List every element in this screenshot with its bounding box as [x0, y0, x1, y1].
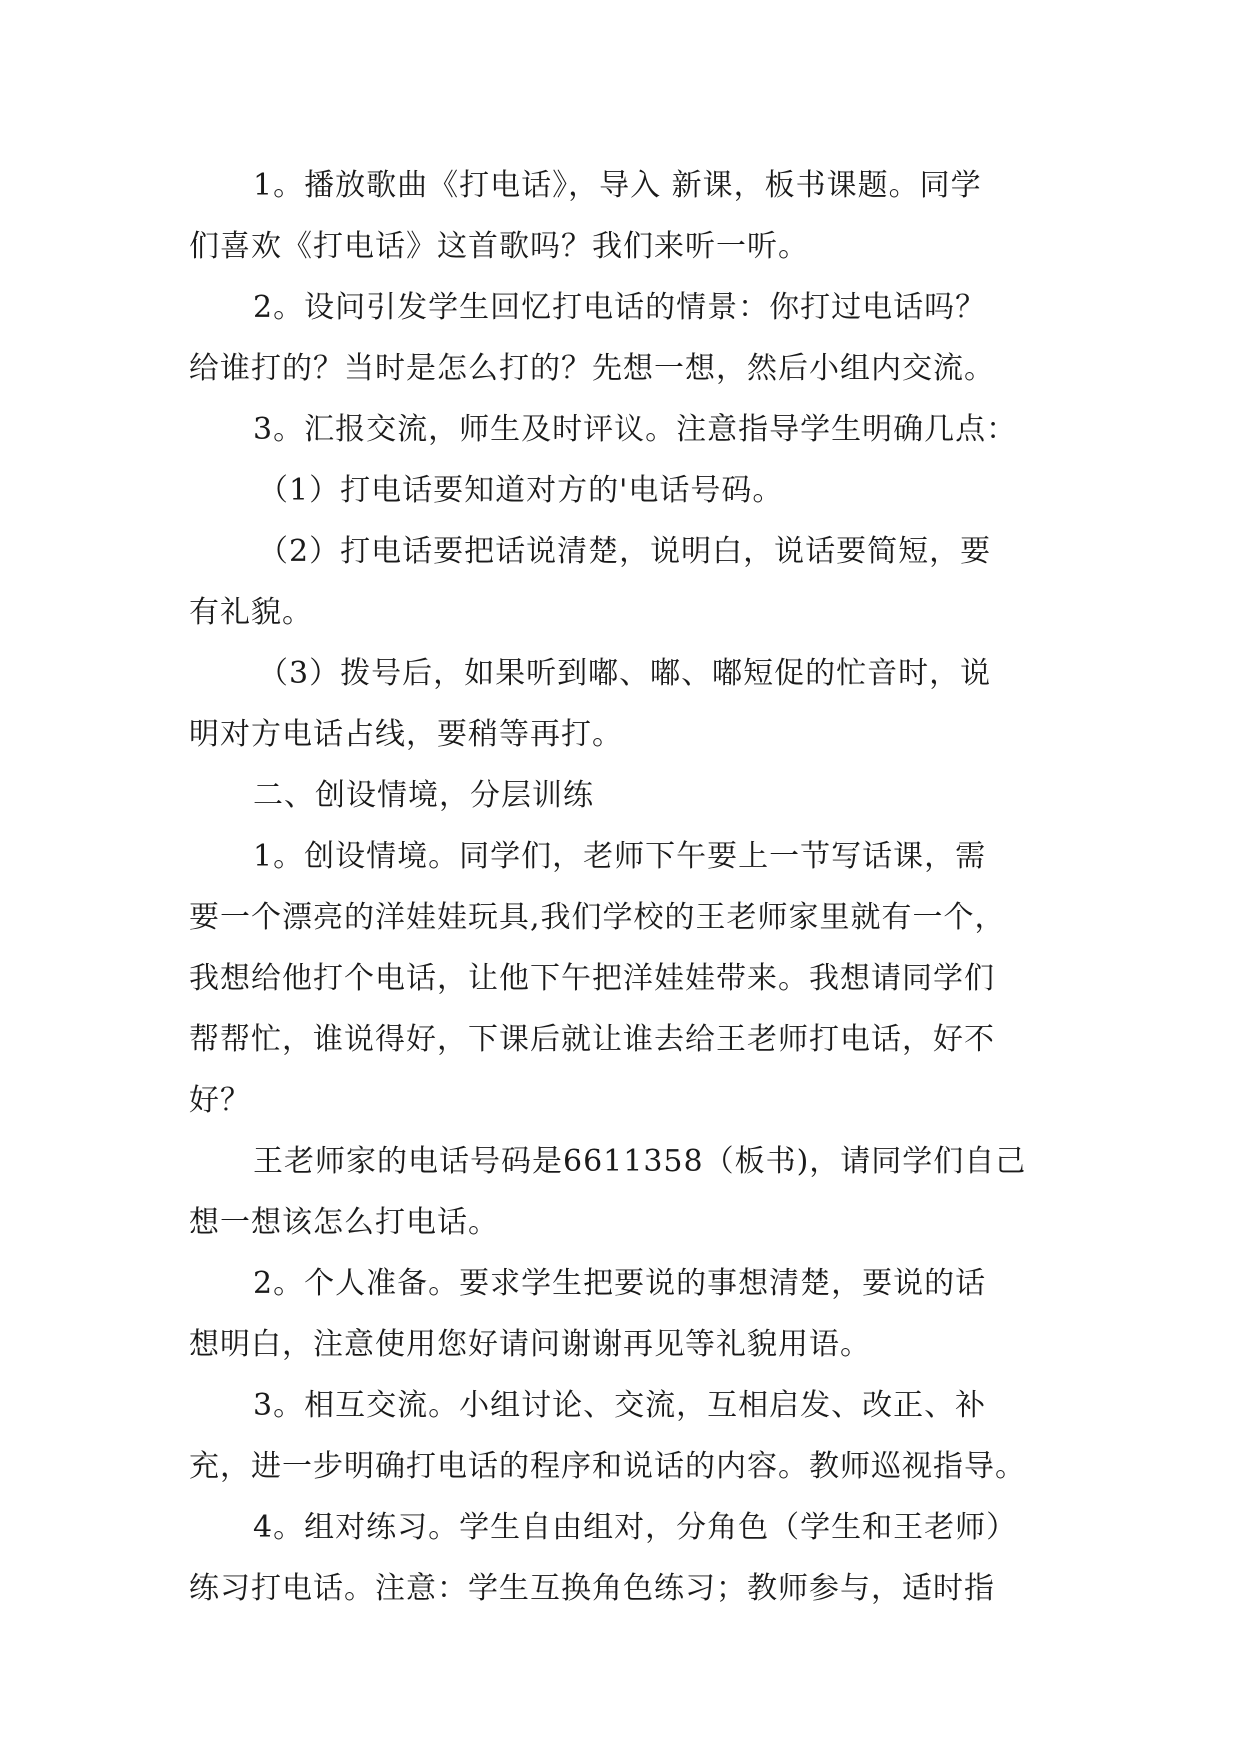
paragraph-line: 们喜欢《打电话》这首歌吗？我们来听一听。 — [189, 229, 809, 264]
paragraph-line: 练习打电话。注意：学生互换角色练习；教师参与，适时指 — [189, 1571, 995, 1606]
paragraph-line: 明对方电话占线，要稍等再打。 — [189, 717, 623, 752]
paragraph-line: （1）打电话要知道对方的'电话号码。 — [258, 473, 784, 508]
paragraph-line: 3。相互交流。小组讨论、交流，互相启发、改正、补 — [253, 1388, 987, 1423]
paragraph-line: 1。创设情境。同学们，老师下午要上一节写话课，需 — [253, 839, 987, 874]
paragraph-line: 2。设问引发学生回忆打电话的情景：你打过电话吗？ — [253, 290, 987, 325]
paragraph-line: （3）拨号后，如果听到嘟、嘟、嘟短促的忙音时，说 — [258, 656, 992, 691]
paragraph-line: 帮帮忙，谁说得好，下课后就让谁去给王老师打电话，好不 — [189, 1022, 995, 1057]
paragraph-line: 王老师家的电话号码是6611358（板书)，请同学们自己 — [253, 1144, 1027, 1179]
paragraph-line: 给谁打的？当时是怎么打的？先想一想，然后小组内交流。 — [189, 351, 995, 386]
paragraph-line: 好？ — [189, 1083, 251, 1118]
paragraph-line: 2。个人准备。要求学生把要说的事想清楚，要说的话 — [253, 1266, 987, 1301]
paragraph-line: 我想给他打个电话，让他下午把洋娃娃带来。我想请同学们 — [189, 961, 995, 996]
paragraph-line: 有礼貌。 — [189, 595, 313, 630]
paragraph-line: 想一想该怎么打电话。 — [189, 1205, 499, 1240]
paragraph-line: 要一个漂亮的洋娃娃玩具,我们学校的王老师家里就有一个， — [189, 900, 1006, 935]
paragraph-line: 3。汇报交流，师生及时评议。注意指导学生明确几点： — [253, 412, 1018, 447]
paragraph-line: 1。播放歌曲《打电话》，导入 新课，板书课题。同学 — [253, 168, 982, 203]
section-heading: 二、创设情境，分层训练 — [253, 778, 594, 813]
paragraph-line: 4。组对练习。学生自由组对，分角色（学生和王老师） — [253, 1510, 1018, 1545]
paragraph-line: 充，进一步明确打电话的程序和说话的内容。教师巡视指导。 — [189, 1449, 1026, 1484]
paragraph-line: （2）打电话要把话说清楚，说明白，说话要简短，要 — [258, 534, 992, 569]
paragraph-line: 想明白，注意使用您好请问谢谢再见等礼貌用语。 — [189, 1327, 871, 1362]
